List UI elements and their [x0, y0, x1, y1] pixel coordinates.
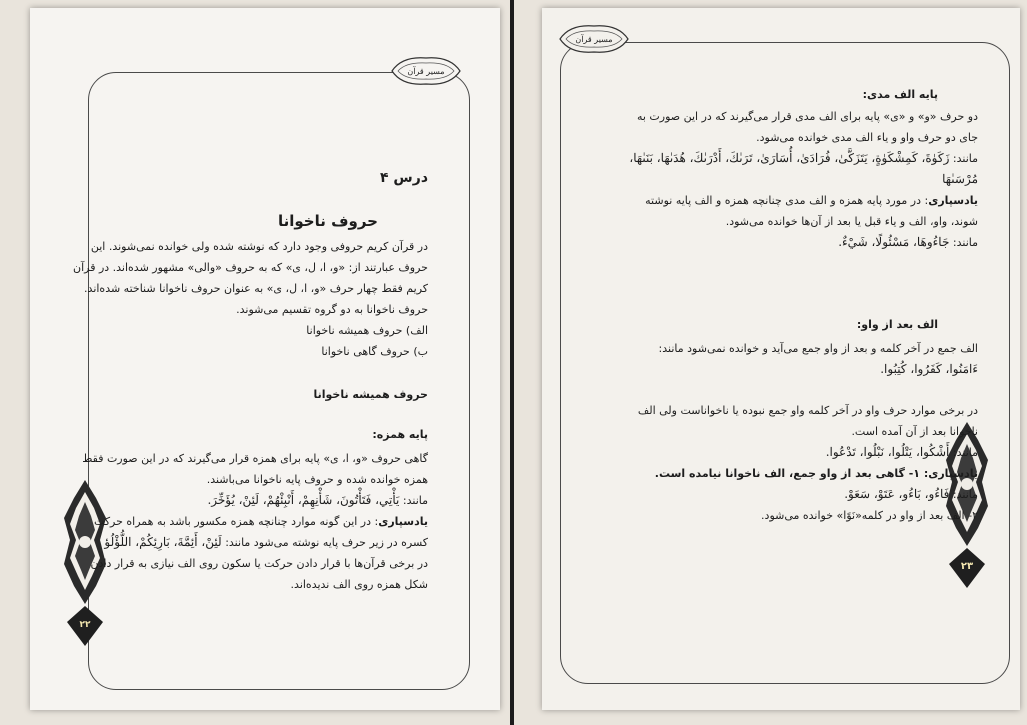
intro-paragraph	[68, 236, 428, 362]
quran-example: أَشْكُوا، يَتْلُوا، نَبْلُوا، تَدْعُوا.	[825, 445, 950, 459]
page-gutter	[510, 0, 514, 725]
quran-example: مُرْسَىٰهَا	[942, 172, 978, 186]
note-label: یادسپاری	[378, 515, 428, 528]
note-label: یادسپاری	[928, 194, 978, 207]
text-line: ناخوانا بعد از آن آمده است.	[851, 425, 978, 438]
header-badge-text: مسیر قرآن	[407, 67, 445, 76]
example-label: مانند:	[952, 488, 978, 501]
quran-example: یَأْتِي، فَتَأْتُونَ، شَأْنِهِمْ، أَنْبِئْهُمْ، لَئِنْ، يُؤَخِّرَ.	[207, 493, 400, 507]
division-line: حروف ناخوانا به دو گروه تقسیم می‌شوند.	[236, 303, 428, 316]
quran-example: لَئِنْ، أَئِمَّةَ، بَارِئِكُمْ، اللُّؤْلُؤ	[104, 535, 222, 549]
note-line	[558, 190, 978, 211]
example-line	[618, 484, 978, 505]
text-line: الف جمع در آخر کلمه و بعد از واو جمع می‌آید و خوانده نمی‌شود مانند:	[658, 342, 978, 355]
note-line-2	[58, 532, 428, 553]
text-line: در قرآن کریم حروفی وجود دارد که نوشته شده ولی خوانده نمی‌شوند. این	[90, 240, 428, 253]
header-badge-ornament	[556, 22, 632, 56]
header-badge-text: مسیر قرآن	[575, 35, 613, 44]
section-heading: حروف همیشه ناخوانا	[313, 388, 428, 401]
quran-example: جَاءُوهَا، مَسْئُولًا، شَيْءٌ.	[838, 235, 950, 249]
note-text: : در مورد پایه همزه و الف مدی چنانچه همزه و الف پایه نوشته	[645, 194, 929, 207]
alef-after-waw-paragraph	[558, 338, 978, 380]
page-title: حروف ناخوانا	[278, 212, 378, 230]
example-label: مانند:	[402, 494, 428, 507]
quran-example: فَاءُو، بَاءُو، عَتَوْ، سَعَوْ.	[844, 487, 950, 501]
header-badge-ornament	[388, 54, 464, 88]
example-line	[58, 490, 428, 511]
division-item: ب) حروف گاهی ناخوانا	[321, 345, 428, 358]
division-item: الف) حروف همیشه ناخوانا	[306, 324, 428, 337]
text-line: گاهی حروف «و، ا، ی» پایه برای همزه قرار می‌گیرند که در این صورت فقط	[82, 452, 428, 465]
text-line: حروف عبارتند از: «و، ا، ل، ی» که به حروف «والی» مشهور شده‌اند. در قرآن	[72, 261, 428, 274]
page-frame	[88, 72, 470, 690]
subheading: پایه همزه:	[372, 428, 428, 441]
subheading: پایه الف مدی:	[862, 88, 938, 101]
page-number: ۲۳	[960, 561, 974, 572]
section-heading: الف بعد از واو:	[856, 318, 938, 331]
text-line: ۲- الف بعد از واو در کلمه«نَوًا» خوانده می‌شود.	[761, 509, 978, 522]
example-label: مانند:	[952, 152, 978, 165]
right-page	[542, 8, 1020, 710]
text-fragment: کسره در زیر حرف پایه نوشته می‌شود مانند:	[225, 536, 428, 549]
exceptions-paragraph	[618, 400, 978, 526]
text-line: در برخی قرآن‌ها با قرار دادن حرکت یا سکون روی الف نیازی به قرار دادن	[90, 557, 428, 570]
example-label: مانند:	[952, 236, 978, 249]
note-line	[618, 463, 978, 484]
text-line: در برخی موارد حرف واو در آخر کلمه واو جمع نبوده یا ناخواناست ولی الف	[637, 404, 978, 417]
hamza-paragraph	[58, 448, 428, 595]
alef-madd-paragraph	[558, 106, 978, 253]
example-line	[618, 442, 978, 463]
text-line: کریم فقط چهار حرف «و، ا، ل، ی» به عنوان حروف ناخوانا شناخته شده‌اند.	[84, 282, 428, 295]
page-number: ۲۲	[79, 620, 91, 630]
example-line	[558, 148, 978, 169]
quran-example: زَكَوٰةَ، كَمِشْكَوٰةٍ، يَتَزَكَّىٰ، فُرَادَىٰ، أُسَارَىٰ، تَرَىٰكَ، أَدْرَىٰكَ، هُدَىٰهَا، بَنَىٰهَا،	[629, 151, 950, 165]
text-line: دو حرف «و» و «ی» پایه برای الف مدی قرار می‌گیرند که در این صورت به	[636, 110, 978, 123]
text-line: شوند، واو، الف و یاء قبل یا بعد از آن‌ها خوانده می‌شود.	[725, 215, 978, 228]
text-line: شکل همزه روی الف ندیده‌اند.	[290, 578, 428, 591]
left-page	[30, 8, 500, 710]
note-label: یادسپاری	[928, 467, 978, 480]
lesson-label: درس ۴	[380, 170, 428, 186]
quran-example: ءَامَنُوا، كَفَرُوا، كُتِبُوا.	[880, 362, 978, 376]
note-text: : ۱- گاهی بعد از واو جمع، الف ناخوانا نیامده است.	[654, 467, 929, 480]
example-line	[558, 232, 978, 253]
text-line: همزه خوانده شده و حروف پایه ناخوانا می‌باشند.	[206, 473, 428, 486]
text-line: جای دو حرف واو و یاء الف مدی خوانده می‌شود.	[756, 131, 978, 144]
note-line	[58, 511, 428, 532]
note-text: : در این گونه موارد چنانچه همزه مکسور باشد به همراه حرکت	[94, 515, 379, 528]
example-label: مانند:	[952, 446, 978, 459]
